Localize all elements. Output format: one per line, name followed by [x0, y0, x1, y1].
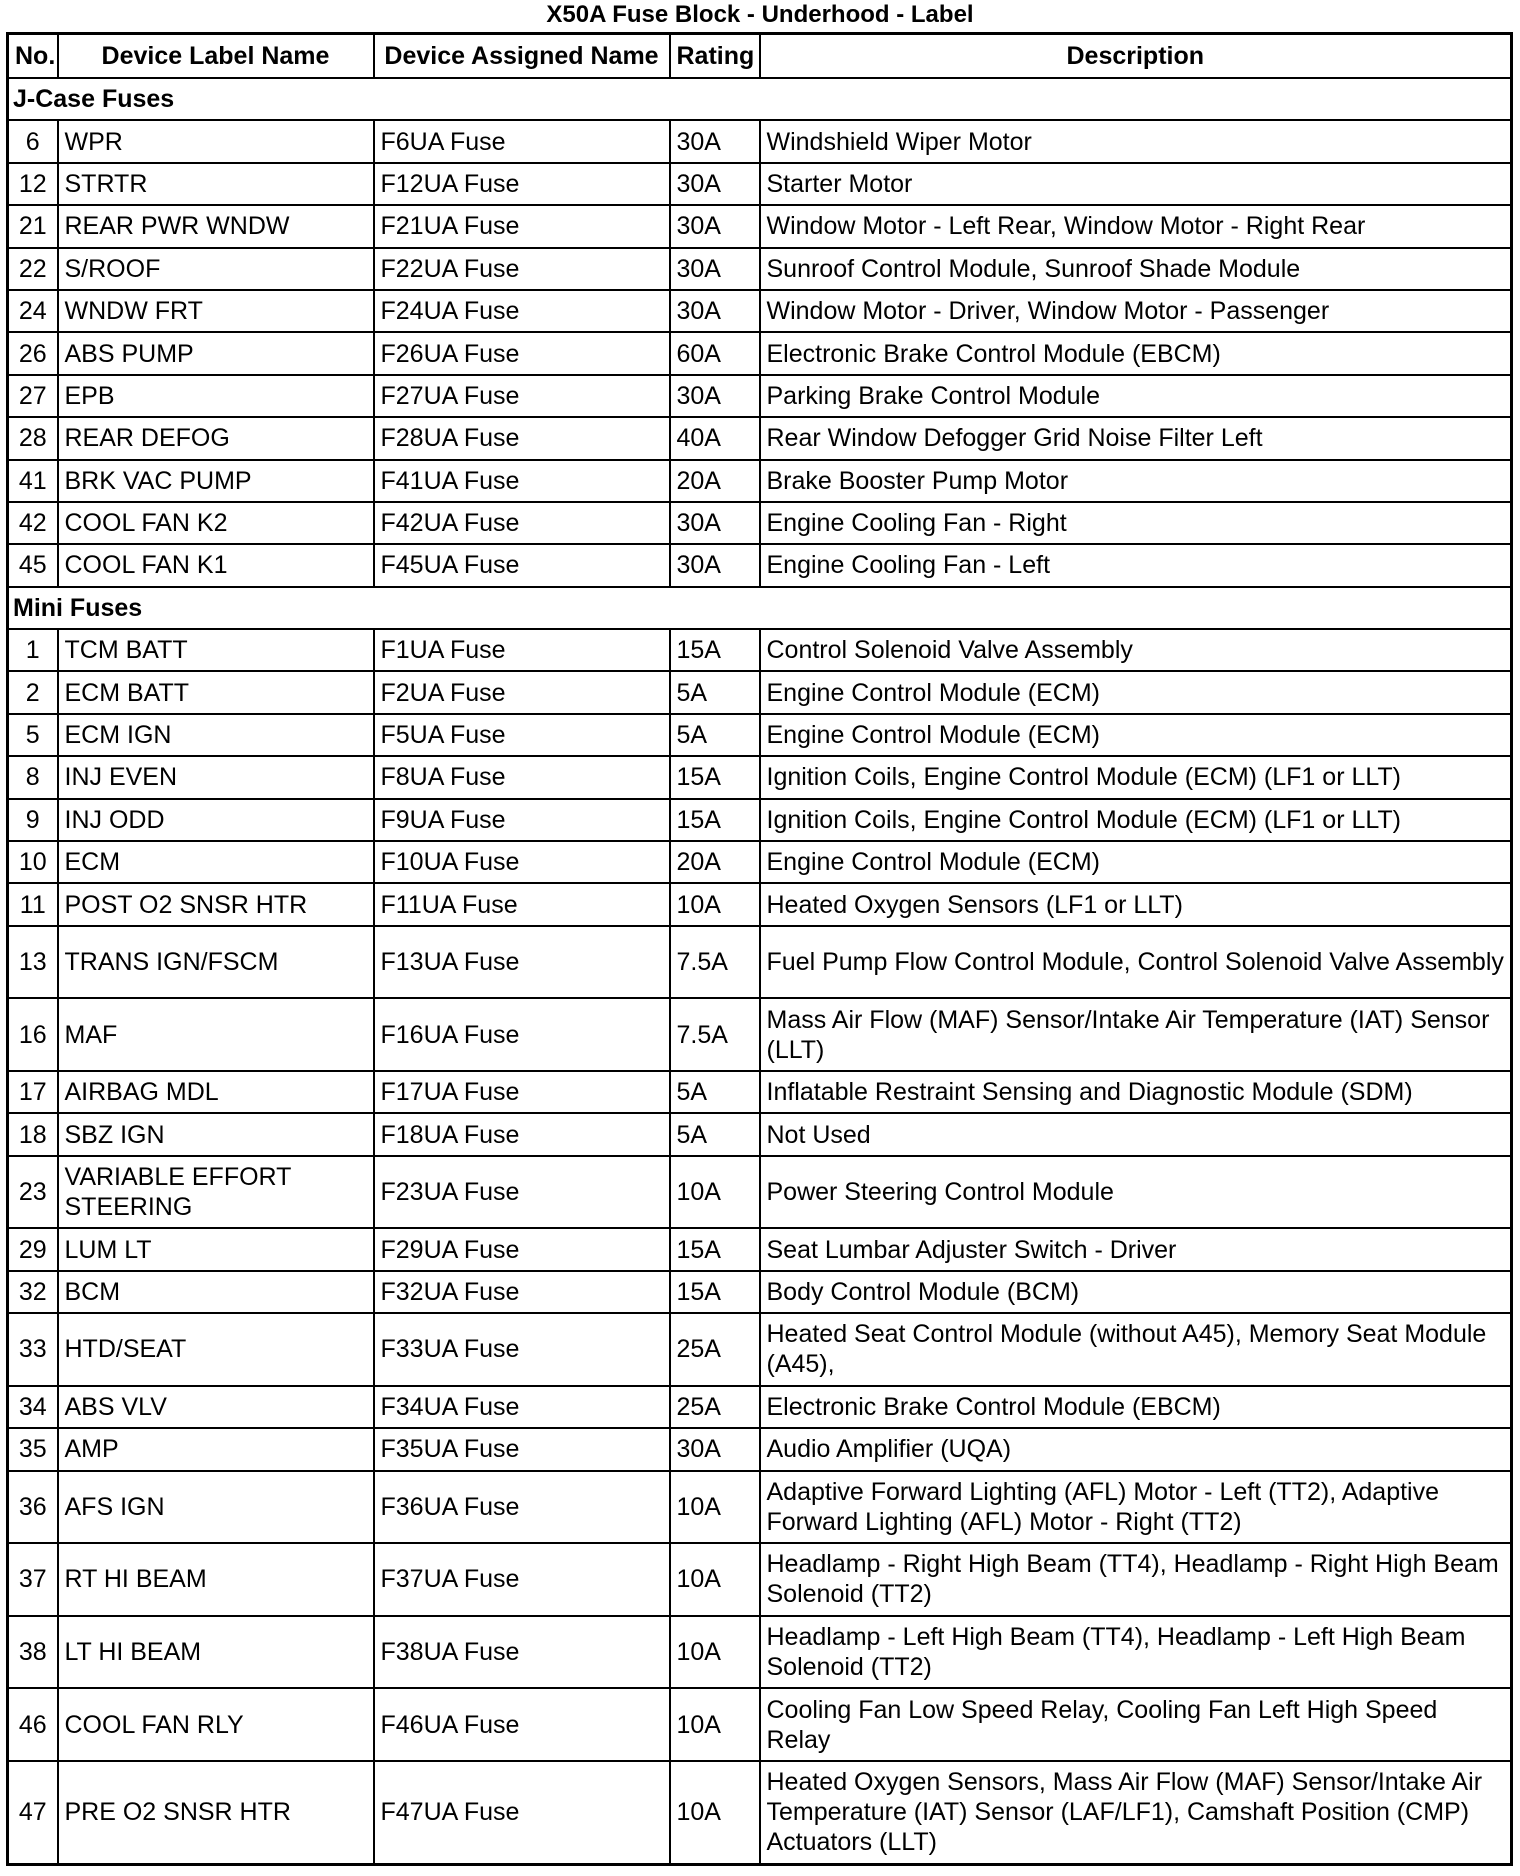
section-header-row [8, 587, 1512, 629]
cell-number: 36 [8, 1471, 58, 1544]
cell-device-assigned-name: F32UA Fuse [374, 1271, 670, 1313]
cell-device-label-name: ECM IGN [58, 714, 374, 756]
cell-number: 24 [8, 290, 58, 332]
table-row [8, 1471, 1512, 1544]
cell-device-label-name: INJ ODD [58, 799, 374, 841]
cell-device-assigned-name: F10UA Fuse [374, 841, 670, 883]
cell-description: Ignition Coils, Engine Control Module (ECM) (LF1 or LLT) [760, 756, 1512, 798]
column-header-device-assigned-name: Device Assigned Name [374, 34, 670, 79]
cell-device-assigned-name: F35UA Fuse [374, 1428, 670, 1470]
table-row [8, 1313, 1512, 1386]
table-row [8, 1071, 1512, 1113]
table-row [8, 714, 1512, 756]
cell-device-assigned-name: F37UA Fuse [374, 1543, 670, 1616]
cell-description: Brake Booster Pump Motor [760, 460, 1512, 502]
cell-rating: 25A [670, 1386, 760, 1428]
cell-device-label-name: REAR DEFOG [58, 417, 374, 459]
cell-device-label-name: ECM BATT [58, 671, 374, 713]
cell-description: Headlamp - Left High Beam (TT4), Headlamp - Left High Beam Solenoid (TT2) [760, 1616, 1512, 1689]
cell-device-label-name: TCM BATT [58, 629, 374, 671]
table-row [8, 332, 1512, 374]
section-title: J-Case Fuses [8, 78, 1512, 120]
table-row [8, 1688, 1512, 1761]
cell-device-assigned-name: F26UA Fuse [374, 332, 670, 374]
cell-description: Engine Cooling Fan - Right [760, 502, 1512, 544]
cell-device-label-name: RT HI BEAM [58, 1543, 374, 1616]
cell-rating: 15A [670, 1271, 760, 1313]
cell-description: Electronic Brake Control Module (EBCM) [760, 332, 1512, 374]
cell-description: Parking Brake Control Module [760, 375, 1512, 417]
table-row [8, 163, 1512, 205]
cell-rating: 5A [670, 714, 760, 756]
cell-number: 46 [8, 1688, 58, 1761]
cell-number: 41 [8, 460, 58, 502]
cell-device-assigned-name: F33UA Fuse [374, 1313, 670, 1386]
cell-device-assigned-name: F42UA Fuse [374, 502, 670, 544]
fuse-table [6, 32, 1513, 1866]
cell-number: 47 [8, 1761, 58, 1864]
section-title: Mini Fuses [8, 587, 1512, 629]
cell-device-assigned-name: F24UA Fuse [374, 290, 670, 332]
cell-device-assigned-name: F46UA Fuse [374, 1688, 670, 1761]
cell-number: 26 [8, 332, 58, 374]
cell-device-label-name: EPB [58, 375, 374, 417]
cell-device-assigned-name: F45UA Fuse [374, 544, 670, 586]
cell-number: 37 [8, 1543, 58, 1616]
cell-description: Engine Control Module (ECM) [760, 671, 1512, 713]
cell-description: Inflatable Restraint Sensing and Diagnostic Module (SDM) [760, 1071, 1512, 1113]
cell-device-assigned-name: F12UA Fuse [374, 163, 670, 205]
cell-number: 6 [8, 120, 58, 162]
cell-rating: 60A [670, 332, 760, 374]
table-row [8, 998, 1512, 1071]
cell-device-label-name: AMP [58, 1428, 374, 1470]
cell-rating: 10A [670, 1543, 760, 1616]
cell-description: Fuel Pump Flow Control Module, Control Solenoid Valve Assembly [760, 926, 1512, 999]
table-row [8, 502, 1512, 544]
table-row [8, 926, 1512, 999]
table-row [8, 1228, 1512, 1270]
cell-rating: 30A [670, 248, 760, 290]
cell-device-label-name: INJ EVEN [58, 756, 374, 798]
cell-number: 33 [8, 1313, 58, 1386]
cell-number: 35 [8, 1428, 58, 1470]
cell-number: 16 [8, 998, 58, 1071]
cell-description: Rear Window Defogger Grid Noise Filter Left [760, 417, 1512, 459]
cell-device-assigned-name: F28UA Fuse [374, 417, 670, 459]
cell-rating: 5A [670, 1113, 760, 1155]
cell-number: 22 [8, 248, 58, 290]
cell-device-label-name: STRTR [58, 163, 374, 205]
cell-rating: 15A [670, 629, 760, 671]
cell-number: 34 [8, 1386, 58, 1428]
cell-device-assigned-name: F23UA Fuse [374, 1156, 670, 1229]
cell-device-label-name: REAR PWR WNDW [58, 205, 374, 247]
cell-rating: 30A [670, 375, 760, 417]
cell-device-label-name: COOL FAN RLY [58, 1688, 374, 1761]
cell-description: Windshield Wiper Motor [760, 120, 1512, 162]
column-header-device-label-name: Device Label Name [58, 34, 374, 79]
cell-description: Window Motor - Left Rear, Window Motor - Right Rear [760, 205, 1512, 247]
cell-rating: 25A [670, 1313, 760, 1386]
table-row [8, 1271, 1512, 1313]
cell-rating: 10A [670, 1761, 760, 1864]
cell-number: 1 [8, 629, 58, 671]
page-title: X50A Fuse Block - Underhood - Label [546, 1, 974, 28]
cell-device-label-name: BCM [58, 1271, 374, 1313]
cell-device-label-name: WPR [58, 120, 374, 162]
cell-rating: 10A [670, 1616, 760, 1689]
cell-device-label-name: AIRBAG MDL [58, 1071, 374, 1113]
cell-device-label-name: S/ROOF [58, 248, 374, 290]
cell-number: 17 [8, 1071, 58, 1113]
section-header-row [8, 78, 1512, 120]
cell-number: 18 [8, 1113, 58, 1155]
cell-device-label-name: AFS IGN [58, 1471, 374, 1544]
table-row [8, 460, 1512, 502]
cell-rating: 30A [670, 502, 760, 544]
cell-number: 38 [8, 1616, 58, 1689]
table-row [8, 756, 1512, 798]
column-header-rating: Rating [670, 34, 760, 79]
cell-device-label-name: ABS PUMP [58, 332, 374, 374]
cell-rating: 15A [670, 1228, 760, 1270]
cell-rating: 20A [670, 460, 760, 502]
cell-device-assigned-name: F11UA Fuse [374, 883, 670, 925]
cell-rating: 30A [670, 544, 760, 586]
table-row [8, 120, 1512, 162]
table-row [8, 1386, 1512, 1428]
cell-rating: 15A [670, 799, 760, 841]
table-row [8, 417, 1512, 459]
cell-device-label-name: VARIABLE EFFORT STEERING [58, 1156, 374, 1229]
cell-description: Engine Control Module (ECM) [760, 841, 1512, 883]
cell-device-label-name: TRANS IGN/FSCM [58, 926, 374, 999]
table-row [8, 1156, 1512, 1229]
cell-description: Ignition Coils, Engine Control Module (ECM) (LF1 or LLT) [760, 799, 1512, 841]
cell-rating: 5A [670, 1071, 760, 1113]
table-row [8, 629, 1512, 671]
cell-device-label-name: BRK VAC PUMP [58, 460, 374, 502]
cell-rating: 7.5A [670, 926, 760, 999]
table-row [8, 1761, 1512, 1864]
cell-description: Engine Cooling Fan - Left [760, 544, 1512, 586]
cell-device-assigned-name: F21UA Fuse [374, 205, 670, 247]
cell-device-assigned-name: F38UA Fuse [374, 1616, 670, 1689]
cell-number: 32 [8, 1271, 58, 1313]
cell-device-assigned-name: F27UA Fuse [374, 375, 670, 417]
cell-description: Window Motor - Driver, Window Motor - Passenger [760, 290, 1512, 332]
cell-description: Headlamp - Right High Beam (TT4), Headlamp - Right High Beam Solenoid (TT2) [760, 1543, 1512, 1616]
cell-description: Heated Oxygen Sensors (LF1 or LLT) [760, 883, 1512, 925]
cell-device-label-name: COOL FAN K1 [58, 544, 374, 586]
cell-description: Starter Motor [760, 163, 1512, 205]
cell-device-label-name: PRE O2 SNSR HTR [58, 1761, 374, 1864]
cell-device-assigned-name: F8UA Fuse [374, 756, 670, 798]
cell-device-label-name: COOL FAN K2 [58, 502, 374, 544]
cell-device-label-name: WNDW FRT [58, 290, 374, 332]
table-row [8, 375, 1512, 417]
cell-device-assigned-name: F47UA Fuse [374, 1761, 670, 1864]
cell-description: Power Steering Control Module [760, 1156, 1512, 1229]
cell-description: Audio Amplifier (UQA) [760, 1428, 1512, 1470]
cell-description: Engine Control Module (ECM) [760, 714, 1512, 756]
cell-number: 45 [8, 544, 58, 586]
column-header-description: Description [760, 34, 1512, 79]
table-row [8, 290, 1512, 332]
cell-number: 2 [8, 671, 58, 713]
cell-number: 9 [8, 799, 58, 841]
cell-number: 23 [8, 1156, 58, 1229]
cell-rating: 30A [670, 163, 760, 205]
cell-device-label-name: SBZ IGN [58, 1113, 374, 1155]
cell-device-assigned-name: F9UA Fuse [374, 799, 670, 841]
cell-description: Heated Seat Control Module (without A45), Memory Seat Module (A45), [760, 1313, 1512, 1386]
table-row [8, 671, 1512, 713]
table-row [8, 205, 1512, 247]
cell-description: Body Control Module (BCM) [760, 1271, 1512, 1313]
cell-device-assigned-name: F41UA Fuse [374, 460, 670, 502]
table-row [8, 1113, 1512, 1155]
table-row [8, 1428, 1512, 1470]
cell-number: 10 [8, 841, 58, 883]
cell-number: 5 [8, 714, 58, 756]
table-header-row [8, 34, 1512, 79]
cell-description: Mass Air Flow (MAF) Sensor/Intake Air Temperature (IAT) Sensor (LLT) [760, 998, 1512, 1071]
table-row [8, 1616, 1512, 1689]
cell-device-label-name: POST O2 SNSR HTR [58, 883, 374, 925]
cell-number: 21 [8, 205, 58, 247]
cell-device-label-name: HTD/SEAT [58, 1313, 374, 1386]
cell-number: 29 [8, 1228, 58, 1270]
cell-device-assigned-name: F18UA Fuse [374, 1113, 670, 1155]
cell-device-assigned-name: F29UA Fuse [374, 1228, 670, 1270]
cell-device-assigned-name: F1UA Fuse [374, 629, 670, 671]
cell-rating: 10A [670, 1688, 760, 1761]
cell-device-assigned-name: F34UA Fuse [374, 1386, 670, 1428]
table-row [8, 1543, 1512, 1616]
cell-device-assigned-name: F22UA Fuse [374, 248, 670, 290]
cell-rating: 30A [670, 290, 760, 332]
table-row [8, 883, 1512, 925]
cell-rating: 30A [670, 120, 760, 162]
cell-description: Heated Oxygen Sensors, Mass Air Flow (MAF) Sensor/Intake Air Temperature (IAT) Sensor (LAF/LF1), Camshaft Position (CMP) Actuators (LLT) [760, 1761, 1512, 1864]
cell-number: 42 [8, 502, 58, 544]
cell-description: Sunroof Control Module, Sunroof Shade Module [760, 248, 1512, 290]
cell-rating: 5A [670, 671, 760, 713]
cell-rating: 40A [670, 417, 760, 459]
cell-device-assigned-name: F16UA Fuse [374, 998, 670, 1071]
cell-device-assigned-name: F6UA Fuse [374, 120, 670, 162]
cell-device-assigned-name: F2UA Fuse [374, 671, 670, 713]
cell-description: Seat Lumbar Adjuster Switch - Driver [760, 1228, 1512, 1270]
cell-description: Electronic Brake Control Module (EBCM) [760, 1386, 1512, 1428]
cell-description: Not Used [760, 1113, 1512, 1155]
cell-description: Adaptive Forward Lighting (AFL) Motor - Left (TT2), Adaptive Forward Lighting (AFL) Motor - Right (TT2) [760, 1471, 1512, 1544]
table-body [8, 78, 1512, 1864]
cell-description: Cooling Fan Low Speed Relay, Cooling Fan Left High Speed Relay [760, 1688, 1512, 1761]
cell-number: 8 [8, 756, 58, 798]
table-row [8, 841, 1512, 883]
column-header-no: No. [8, 34, 58, 79]
cell-rating: 10A [670, 883, 760, 925]
cell-number: 12 [8, 163, 58, 205]
cell-number: 28 [8, 417, 58, 459]
cell-device-label-name: ABS VLV [58, 1386, 374, 1428]
cell-number: 27 [8, 375, 58, 417]
cell-device-assigned-name: F36UA Fuse [374, 1471, 670, 1544]
cell-rating: 20A [670, 841, 760, 883]
cell-rating: 10A [670, 1156, 760, 1229]
table-row [8, 248, 1512, 290]
cell-device-assigned-name: F17UA Fuse [374, 1071, 670, 1113]
cell-device-label-name: LT HI BEAM [58, 1616, 374, 1689]
cell-device-label-name: LUM LT [58, 1228, 374, 1270]
cell-description: Control Solenoid Valve Assembly [760, 629, 1512, 671]
cell-rating: 10A [670, 1471, 760, 1544]
table-row [8, 799, 1512, 841]
cell-rating: 7.5A [670, 998, 760, 1071]
cell-device-assigned-name: F5UA Fuse [374, 714, 670, 756]
cell-device-label-name: ECM [58, 841, 374, 883]
cell-rating: 15A [670, 756, 760, 798]
cell-device-assigned-name: F13UA Fuse [374, 926, 670, 999]
table-row [8, 544, 1512, 586]
cell-number: 11 [8, 883, 58, 925]
cell-device-label-name: MAF [58, 998, 374, 1071]
cell-rating: 30A [670, 1428, 760, 1470]
cell-number: 13 [8, 926, 58, 999]
cell-rating: 30A [670, 205, 760, 247]
